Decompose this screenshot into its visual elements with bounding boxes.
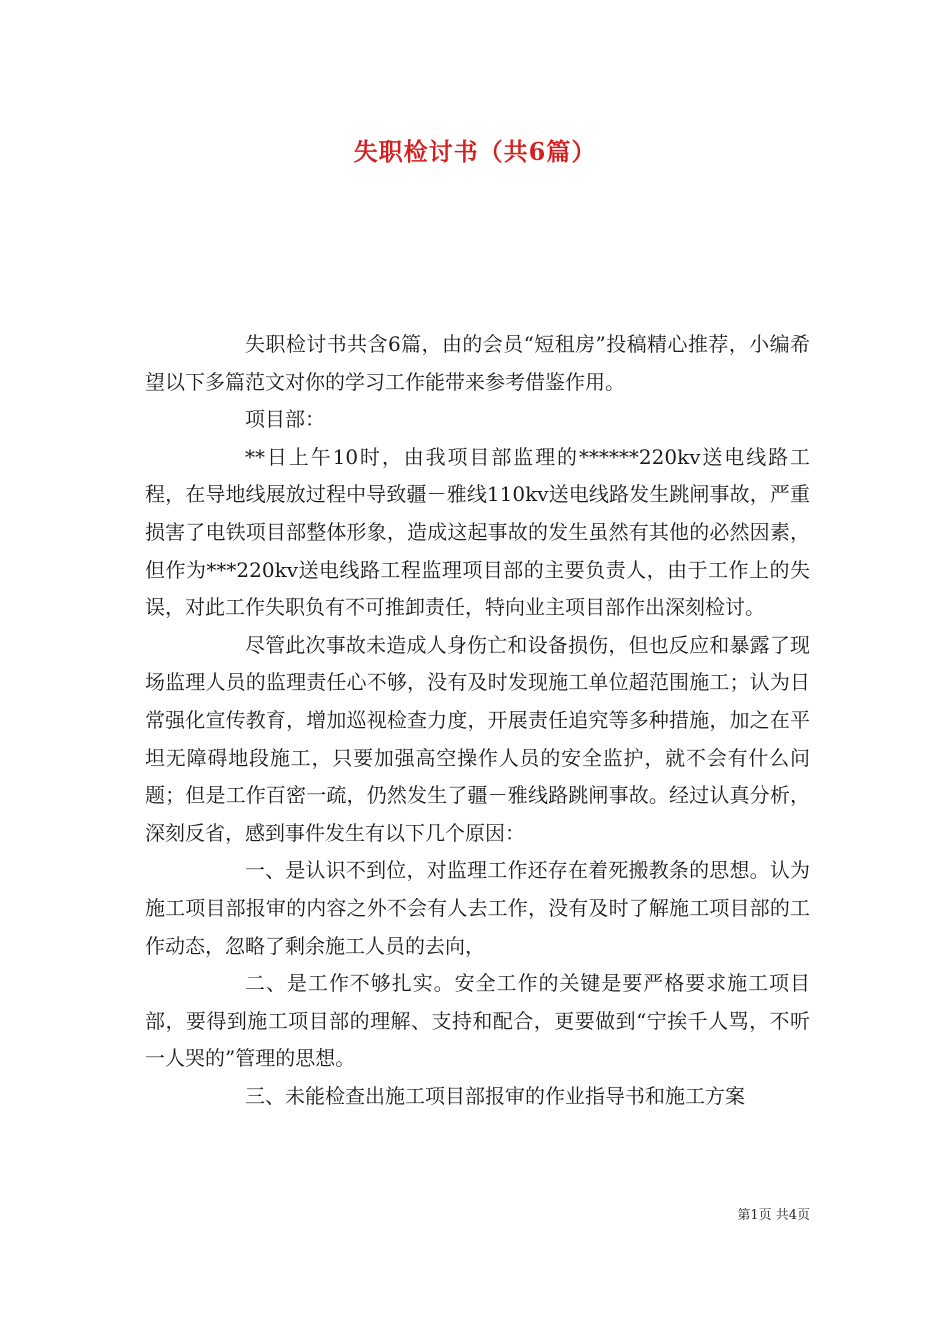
reason-paragraph: 二、是工作不够扎实。安全工作的关键是要严格要求施工项目部，要得到施工项目部的理解、支持和配合，更要做到“宁挨千人骂，不听一人哭的”管理的思想。 bbox=[145, 971, 810, 1071]
body-paragraph: **日上午10时，由我项目部监理的******220kv送电线路工程，在导地线展放过程中导致疆－雅线110kv送电线路发生跳闸事故，严重损害了电铁项目部整体形象，造成这起事故的发生虽然有其他的必然因素，但作为***220kv送电线路工程监理项目部的主要负责人，由于工作上的失误，对此工作失职负有不可推卸责任，特向业主项目部作出深刻检讨。 bbox=[145, 444, 810, 620]
reason-paragraph: 一、是认识不到位，对监理工作还存在着死搬教条的思想。认为施工项目部报审的内容之外不会有人去工作，没有及时了解施工项目部的工作动态，忽略了剩余施工人员的去向， bbox=[145, 858, 810, 958]
body-paragraph: 尽管此次事故未造成人身伤亡和设备损伤，但也反应和暴露了现场监理人员的监理责任心不够，没有及时发现施工单位超范围施工；认为日常强化宣传教育，增加巡视检查力度，开展责任追究等多种措施，加之在平坦无障碍地段施工，只要加强高空操作人员的安全监护，就不会有什么问题；但是工作百密一疏，仍然发生了疆－雅线路跳闸事故。经过认真分析，深刻反省，感到事件发生有以下几个原因： bbox=[145, 632, 810, 845]
reason-paragraph: 三、未能检查出施工项目部报审的作业指导书和施工方案 bbox=[245, 1083, 745, 1108]
intro-paragraph: 失职检讨书共含6篇，由的会员“短租房”投稿精心推荐，小编希望以下多篇范文对你的学习工作能带来参考借鉴作用。 bbox=[145, 332, 810, 394]
document-title: 失职检讨书（共6篇） bbox=[353, 137, 597, 166]
document-body bbox=[145, 326, 810, 1115]
salutation: 项目部： bbox=[245, 407, 325, 432]
page-number: 第1页 共4页 bbox=[737, 1208, 810, 1223]
